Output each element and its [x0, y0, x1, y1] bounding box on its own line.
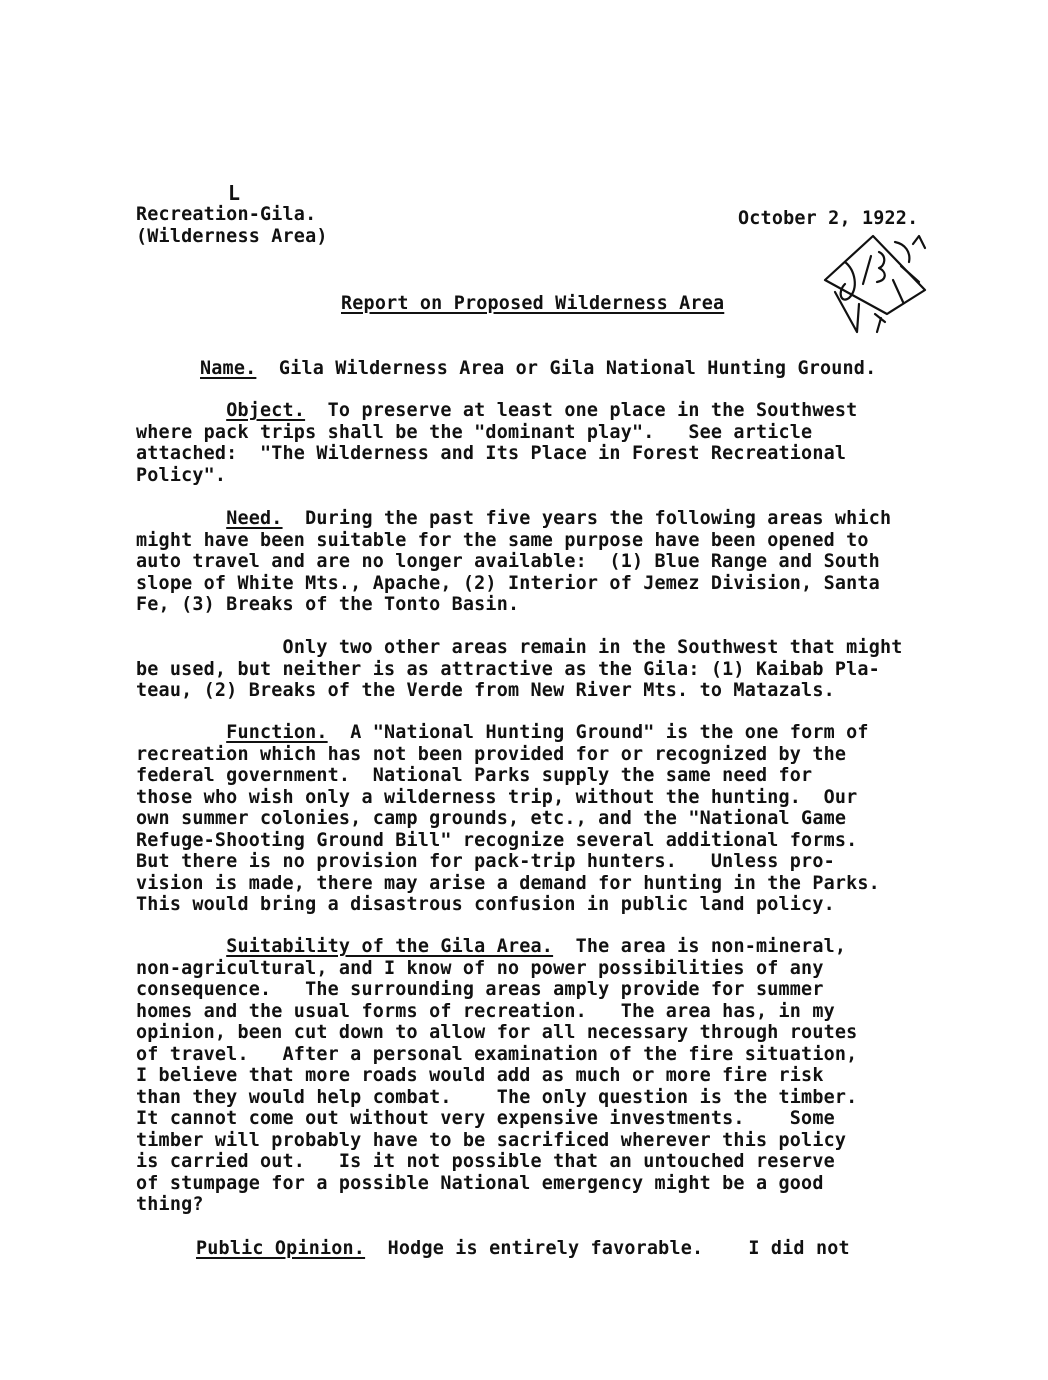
page-number-mark: L: [228, 181, 241, 205]
suitability-line-13: thing?: [136, 1194, 204, 1215]
name-text: Gila Wilderness Area or Gila National Hunting Ground.: [278, 358, 877, 379]
object-line-2: where pack trips shall be the "dominant play". See article: [136, 421, 813, 443]
section-function: [136, 722, 880, 916]
public-opinion-text: Hodge is entirely favorable. I did not: [387, 1238, 850, 1259]
suitability-line-4: homes and the usual forms of recreation. The area has, in my: [136, 1000, 835, 1022]
need-line-2: might have been suitable for the same purpose have been opened to: [136, 529, 869, 551]
need-line-1: During the past five years the following areas which: [305, 508, 892, 529]
need-line-3: auto travel and are no longer available: (1) Blue Range and South: [136, 551, 880, 572]
heading-need: Need.: [226, 508, 283, 529]
function-line-9: This would bring a disastrous confusion in public land policy.: [136, 894, 835, 915]
handwritten-initials-mark: [815, 222, 935, 340]
suitability-line-9: It cannot come out without very expensive investments. Some: [136, 1108, 835, 1129]
object-line-4: Policy".: [136, 464, 227, 486]
need-paragraph-2: [136, 637, 903, 702]
heading-object: Object.: [226, 400, 306, 421]
function-line-4: those who wish only a wilderness trip, without the hunting. Our: [136, 786, 858, 808]
object-line-1: To preserve at least one place in the Southwest: [327, 400, 858, 421]
section-suitability: [136, 936, 857, 1216]
suitability-line-3: consequence. The surrounding areas amply provide for summer: [136, 979, 824, 1000]
section-object: [136, 400, 857, 486]
heading-public-opinion: Public Opinion.: [196, 1238, 366, 1259]
suitability-line-8: than they would help combat. The only question is the timber.: [136, 1086, 858, 1108]
report-title: Report on Proposed Wilderness Area: [341, 293, 725, 314]
section-public-opinion: [196, 1238, 850, 1260]
function-line-3: federal government. National Parks supply the same need for: [136, 765, 813, 786]
file-line-1: Recreation-Gila.: [136, 204, 317, 225]
suitability-line-6: of travel. After a personal examination of the fire situation,: [136, 1043, 858, 1065]
section-name: [200, 358, 876, 380]
file-designation: [136, 204, 328, 247]
suitability-line-11: is carried out. Is it not possible that an untouched reserve: [136, 1151, 835, 1172]
section-need: [136, 508, 891, 616]
suitability-line-7: I believe that more roads would add as much or more fire risk: [136, 1065, 824, 1086]
suitability-line-12: of stumpage for a possible National emergency might be a good: [136, 1172, 824, 1194]
suitability-line-5: opinion, been cut down to allow for all necessary through routes: [136, 1022, 858, 1043]
file-line-2: (Wilderness Area): [136, 225, 328, 247]
function-line-1: A "National Hunting Ground" is the one form of: [350, 722, 869, 743]
suitability-line-1: The area is non-mineral,: [575, 936, 847, 957]
need2-line-3: teau, (2) Breaks of the Verde from New River Mts. to Matazals.: [136, 680, 835, 701]
function-line-6: Refuge-Shooting Ground Bill" recognize several additional forms.: [136, 829, 858, 851]
need2-line-2: be used, but neither is as attractive as the Gila: (1) Kaibab Pla-: [136, 658, 880, 680]
function-line-2: recreation which has not been provided for or recognized by the: [136, 743, 847, 765]
function-line-5: own summer colonies, camp grounds, etc., and the "National Game: [136, 808, 847, 829]
letter-date: October 2, 1922.: [738, 208, 919, 229]
need-line-4: slope of White Mts., Apache, (2) Interior of Jemez Division, Santa: [136, 572, 880, 594]
heading-name: Name.: [200, 358, 257, 379]
function-line-7: But there is no provision for pack-trip hunters. Unless pro-: [136, 851, 835, 872]
object-line-3: attached: "The Wilderness and Its Place in Forest Recreational: [136, 443, 847, 464]
heading-suitability: Suitability of the Gila Area.: [226, 936, 554, 957]
need2-line-1: Only two other areas remain in the Southwest that might: [282, 637, 903, 658]
suitability-line-2: non-agricultural, and I know of no power possibilities of any: [136, 957, 824, 979]
heading-function: Function.: [226, 722, 328, 743]
suitability-line-10: timber will probably have to be sacrificed wherever this policy: [136, 1129, 847, 1151]
function-line-8: vision is made, there may arise a demand for hunting in the Parks.: [136, 872, 880, 894]
need-line-5: Fe, (3) Breaks of the Tonto Basin.: [136, 594, 520, 615]
